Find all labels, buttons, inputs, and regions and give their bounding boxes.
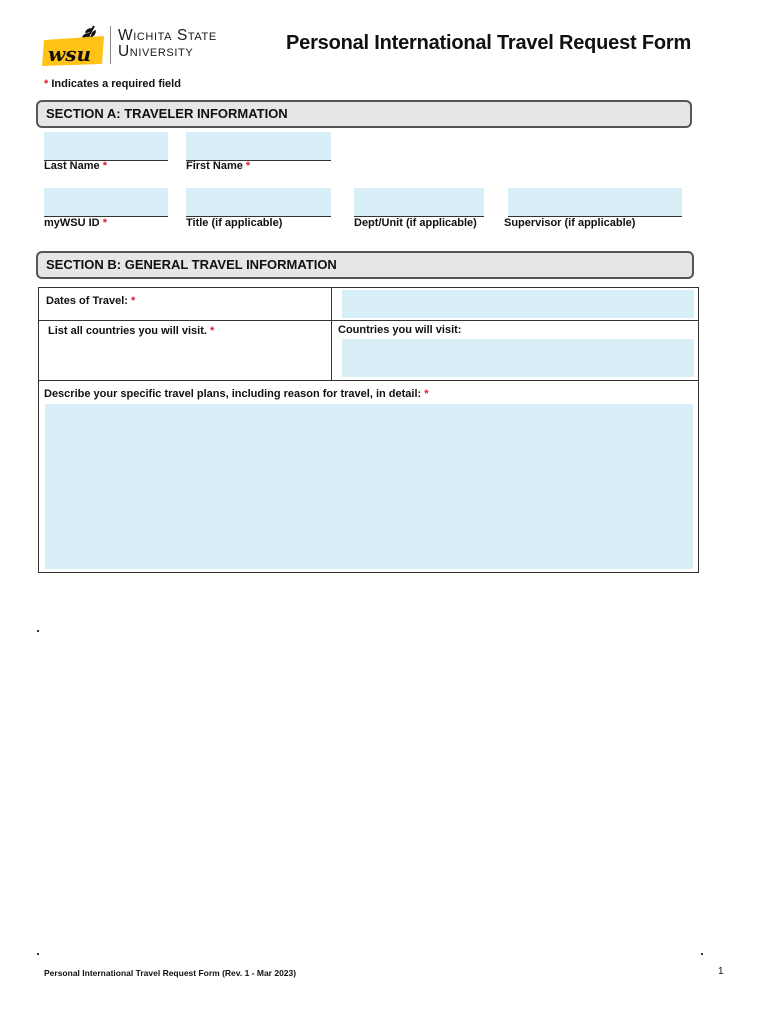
- required-note: [44, 78, 181, 90]
- footer-text: Personal International Travel Request Form (Rev. 1 - Mar 2023): [44, 968, 297, 978]
- logo-line-2: University: [118, 43, 194, 60]
- title-field[interactable]: [186, 188, 331, 216]
- page-mark: [37, 953, 39, 955]
- page-mark: [701, 953, 703, 955]
- countries-field[interactable]: [342, 339, 694, 377]
- supervisor-field[interactable]: [508, 188, 682, 216]
- svg-text:wsu: wsu: [48, 42, 92, 66]
- last-name-field[interactable]: [44, 132, 168, 160]
- countries-list-label: List all countries you will visit. *: [48, 325, 215, 337]
- logo-line-1: Wichita State: [118, 27, 217, 44]
- wsu-logo-mark: [42, 22, 108, 68]
- plans-label: Describe your specific travel plans, including reason for travel, in detail: *: [44, 388, 429, 400]
- section-a-title: SECTION A: TRAVELER INFORMATION: [46, 106, 288, 121]
- first-name-label: First Name *: [186, 160, 251, 172]
- plans-field[interactable]: [45, 404, 693, 569]
- dept-unit-field[interactable]: [354, 188, 484, 216]
- logo-divider: [110, 26, 111, 64]
- page-number: 1: [718, 966, 724, 977]
- title-label: Title (if applicable): [186, 217, 283, 229]
- dates-field[interactable]: [342, 290, 694, 318]
- dept-unit-label: Dept/Unit (if applicable): [354, 217, 477, 229]
- dates-label: Dates of Travel: *: [46, 295, 136, 307]
- section-b-title: SECTION B: GENERAL TRAVEL INFORMATION: [46, 257, 337, 272]
- required-note-text: Indicates a required field: [51, 78, 181, 90]
- section-b-header: [36, 251, 694, 279]
- page-title: Personal International Travel Request Form: [286, 32, 692, 54]
- required-asterisk: *: [44, 78, 49, 90]
- mywsu-id-label: myWSU ID *: [44, 217, 107, 229]
- section-a-header: [36, 100, 692, 128]
- supervisor-label: Supervisor (if applicable): [504, 217, 636, 229]
- first-name-field[interactable]: [186, 132, 331, 160]
- last-name-label: Last Name *: [44, 160, 107, 172]
- page-mark: [37, 630, 39, 632]
- logo-wordmark: [118, 28, 217, 60]
- mywsu-id-field[interactable]: [44, 188, 168, 216]
- countries-label: Countries you will visit:: [338, 324, 462, 336]
